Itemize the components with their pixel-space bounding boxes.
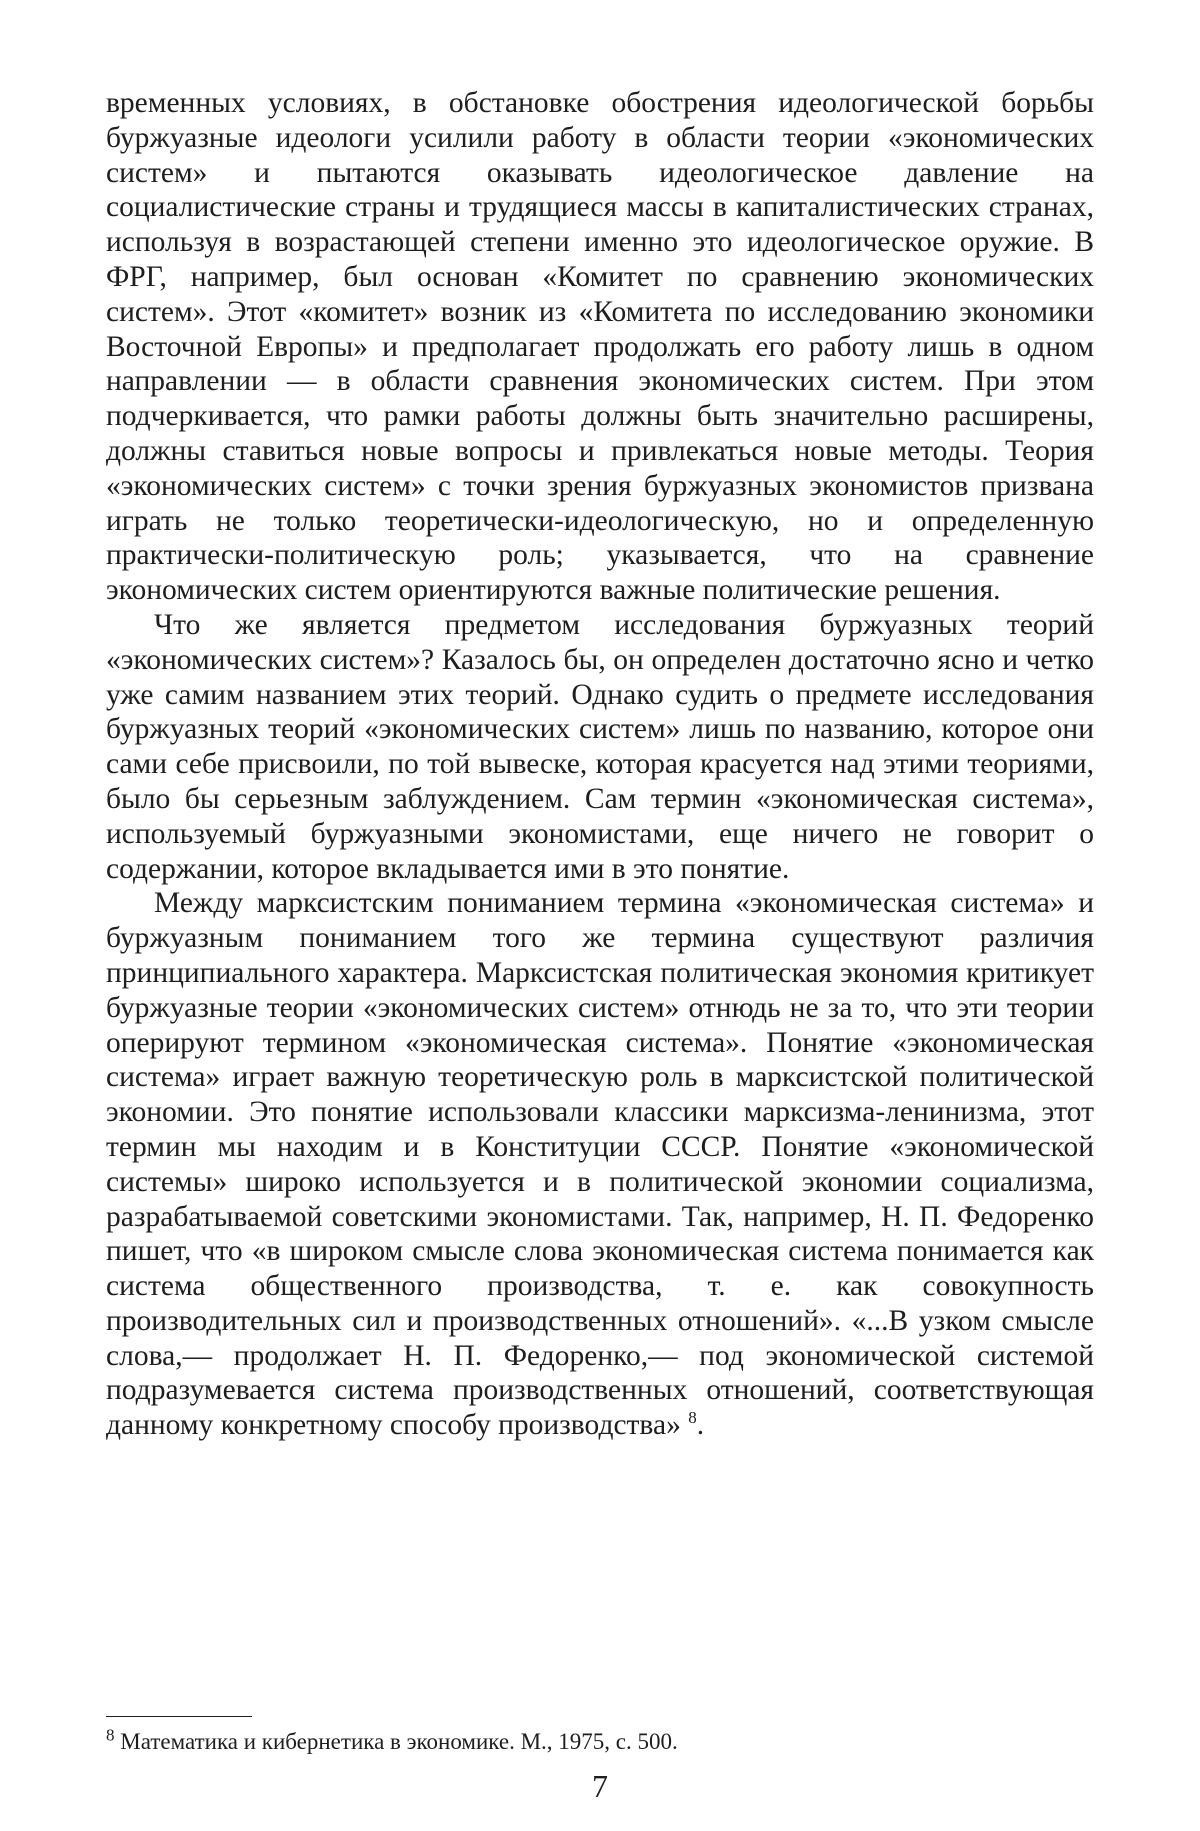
body-text <box>106 86 1094 1443</box>
page-number: 7 <box>0 1768 1200 1804</box>
footnote <box>106 1728 1094 1756</box>
book-page <box>0 0 1200 1831</box>
footnote-text: Математика и кибернетика в экономике. М., 1975, с. 500. <box>120 1729 677 1754</box>
paragraph-3-text: Между марксистским пониманием термина «экономическая система» и буржуазным пониманием того же термина существуют различия принципиального характера. Марксистская политическая экономия критикует буржуазные теории «экономических систем» отнюдь не за то, что эти теории оперируют термином «экономическая система». Понятие «экономическая система» играет важную теоретическую роль в марксистской политической экономии. Это понятие использовали классики марксизма-ленинизма, этот термин мы находим и в Конституции СССР. Понятие «экономической системы» широко используется и в политической экономии социализма, разрабатываемой советскими экономистами. Так, например, Н. П. Федоренко пишет, что «в широком смысле слова экономическая система понимается как система общественного производства, т. е. как совокупность производительных сил и производственных отношений». «...В узком смысле слова,— продолжает Н. П. Федоренко,— под экономической системой подразумевается система производственных отношений, соответствующая данному конкретному способу производства» <box>106 887 1094 1441</box>
footnote-marker: 8 <box>106 1725 115 1744</box>
footnote-divider <box>106 1716 252 1717</box>
footnote-reference[interactable]: 8 <box>688 1408 697 1427</box>
paragraph-2: Что же является предметом исследования буржуазных теорий «экономических систем»? Казалось бы, он определен достаточно ясно и четко уже самим названием этих теорий. Однако судить о предмете исследования буржуазных теорий «экономических систем» лишь по названию, которое они сами себе присвоили, по той вывеске, которая красуется над этими теориями, было бы серьезным заблуждением. Сам термин «экономическая система», используемый буржуазными экономистами, еще ничего не говорит о содержании, которое вкладывается ими в это понятие. <box>106 608 1094 886</box>
paragraph-3: Между марксистским пониманием термина «экономическая система» и буржуазным пониманием того же термина существуют различия принципиального характера. Марксистская политическая экономия критикует буржуазные теории «экономических систем» отнюдь не за то, что эти теории оперируют термином «экономическая система». Понятие «экономическая система» играет важную теоретическую роль в марксистской политической экономии. Это понятие использовали классики марксизма-ленинизма, этот термин мы находим и в Конституции СССР. Понятие «экономической системы» широко используется и в политической экономии социализма, разрабатываемой советскими экономистами. Так, например, Н. П. Федоренко пишет, что «в широком смысле слова экономическая система понимается как система общественного производства, т. е. как совокупность производительных сил и производственных отношений». «...В узком смысле слова,— продолжает Н. П. Федоренко,— под экономической системой подразумевается система производственных отношений, соответствующая данному конкретному способу производства» 8. <box>106 886 1094 1443</box>
paragraph-1: временных условиях, в обстановке обострения идеологической борьбы буржуазные идеологи усилили работу в области теории «экономических систем» и пытаются оказывать идеологическое давление на социалистические страны и трудящиеся массы в капиталистических странах, используя в возрастающей степени именно это идеологическое оружие. В ФРГ, например, был основан «Комитет по сравнению экономических систем». Этот «комитет» возник из «Комитета по исследованию экономики Восточной Европы» и предполагает продолжать его работу лишь в одном направлении — в области сравнения экономических систем. При этом подчеркивается, что рамки работы должны быть значительно расширены, должны ставиться новые вопросы и привлекаться новые методы. Теория «экономических систем» с точки зрения буржуазных экономистов призвана играть не только теоретически-идеологическую, но и определенную практически-политическую роль; указывается, что на сравнение экономических систем ориентируются важные политические решения. <box>106 86 1094 608</box>
